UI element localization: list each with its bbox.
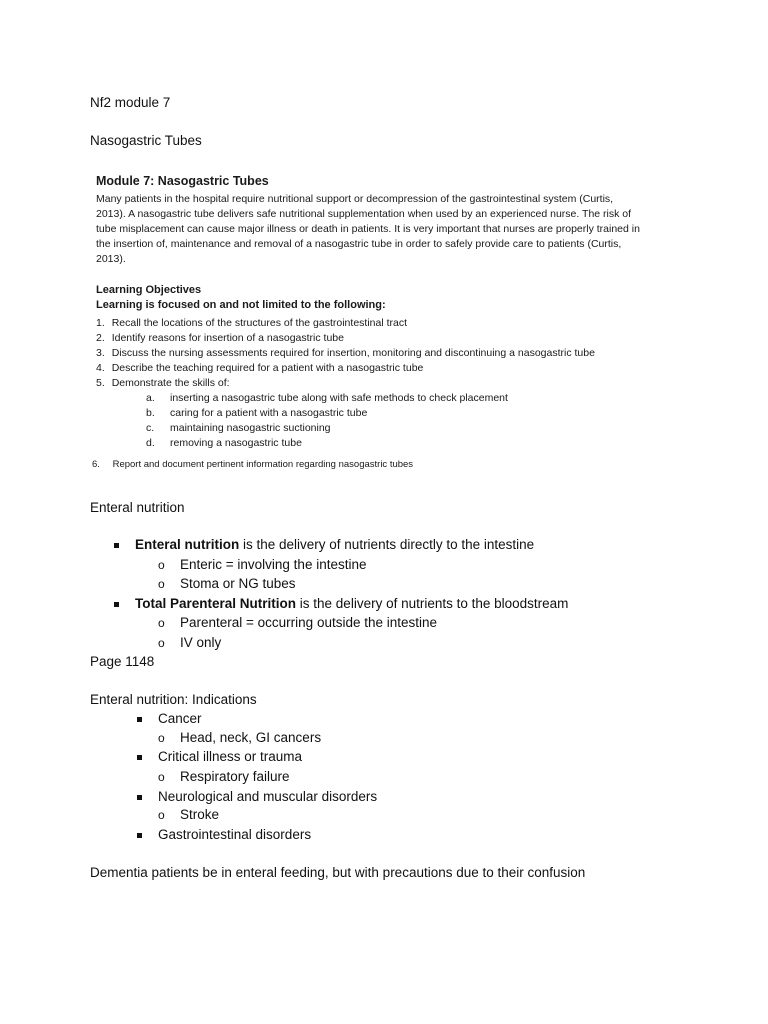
objective-item <box>96 346 595 360</box>
indication-sub: Head, neck, GI cancers <box>180 730 322 745</box>
doc-subtitle: Nasogastric Tubes <box>90 133 202 148</box>
tpn-bullet <box>135 595 568 613</box>
sub-objective-text: maintaining nasogastric suctioning <box>170 422 331 434</box>
circle-bullet-icon: o <box>158 770 165 784</box>
objective-text: Discuss the nursing assessments required for insertion, monitoring and discontinuing a nasogastric tube <box>111 347 595 359</box>
indication-sub: Respiratory failure <box>180 769 290 784</box>
sub-objective-text: inserting a nasogastric tube along with safe methods to check placement <box>170 392 508 404</box>
indication-item: Gastrointestinal disorders <box>158 827 312 842</box>
sub-bullet-text: Parenteral = occurring outside the intestine <box>180 615 438 630</box>
objective-item <box>92 458 413 472</box>
sub-objective-text: removing a nasogastric tube <box>170 437 302 449</box>
indication-item: Neurological and muscular disorders <box>158 789 378 804</box>
sub-bullet-text: Stoma or NG tubes <box>180 576 296 591</box>
square-bullet-icon <box>137 717 142 722</box>
objective-num: 4. <box>96 362 105 374</box>
sub-objective-letter: c. <box>146 422 155 434</box>
objective-num: 1. <box>96 317 105 329</box>
indication-sub: Stroke <box>180 807 220 822</box>
circle-bullet-icon: o <box>158 558 165 572</box>
circle-bullet-icon: o <box>158 808 165 822</box>
sub-bullet-text: Enteric = involving the intestine <box>180 557 367 572</box>
square-bullet-icon <box>114 602 119 607</box>
indication-item: Cancer <box>158 711 202 726</box>
objectives-heading: Learning Objectives <box>96 284 202 296</box>
sub-objective-letter: d. <box>146 437 155 449</box>
bold-term: Total Parenteral Nutrition <box>135 596 297 611</box>
objective-item <box>96 376 230 390</box>
sub-objective-text: caring for a patient with a nasogastric tube <box>170 407 368 419</box>
sub-objective-letter: a. <box>146 392 155 404</box>
bullet-text: is the delivery of nutrients directly to the intestine <box>239 537 535 552</box>
enteral-bullet <box>135 536 534 554</box>
objective-item <box>96 331 344 345</box>
objectives-subheading: Learning is focused on and not limited to the following: <box>96 299 386 311</box>
bold-term: Enteral nutrition <box>135 537 240 552</box>
doc-title: Nf2 module 7 <box>90 95 171 110</box>
sub-objective-item <box>146 391 508 405</box>
intro-line: 2013). A nasogastric tube delivers safe nutritional supplementation when used by an experienced nurse. The risk of <box>96 208 632 220</box>
circle-bullet-icon: o <box>158 636 165 650</box>
objective-item <box>96 361 423 375</box>
dementia-note: Dementia patients be in enteral feeding, but with precautions due to their confusion <box>90 865 586 880</box>
circle-bullet-icon: o <box>158 616 165 630</box>
sub-objective-item <box>146 406 367 420</box>
enteral-heading: Enteral nutrition <box>90 500 185 515</box>
sub-objective-item <box>146 421 331 435</box>
square-bullet-icon <box>137 833 142 838</box>
square-bullet-icon <box>137 795 142 800</box>
square-bullet-icon <box>137 755 142 760</box>
bullet-text: is the delivery of nutrients to the bloodstream <box>296 596 569 611</box>
objective-text: Recall the locations of the structures of the gastrointestinal tract <box>111 317 408 329</box>
square-bullet-icon <box>114 543 119 548</box>
page-reference: Page 1148 <box>90 654 155 669</box>
objective-num: 3. <box>96 347 105 359</box>
objective-text: Report and document pertinent information regarding nasogastric tubes <box>112 459 414 470</box>
objective-num: 6. <box>92 459 100 470</box>
module-image <box>92 170 686 480</box>
objective-num: 5. <box>96 377 105 389</box>
sub-objective-letter: b. <box>146 407 155 419</box>
intro-line: the insertion of, maintenance and removal of a nasogastric tube in order to safely provide care to patients (Curtis, <box>96 238 622 250</box>
objective-text: Identify reasons for insertion of a nasogastric tube <box>111 332 344 344</box>
objective-text: Demonstrate the skills of: <box>111 377 230 389</box>
intro-line: Many patients in the hospital require nutritional support or decompression of the gastrointestinal system (Curtis, <box>96 193 614 205</box>
objective-num: 2. <box>96 332 105 344</box>
objective-item <box>96 316 407 330</box>
circle-bullet-icon: o <box>158 577 165 591</box>
intro-line: tube misplacement can cause major illness or death in patients. It is very important that nurses are properly trained in <box>96 223 640 235</box>
objective-text: Describe the teaching required for a patient with a nasogastric tube <box>111 362 424 374</box>
module-heading: Module 7: Nasogastric Tubes <box>96 174 269 188</box>
intro-line: 2013). <box>96 253 126 265</box>
sub-bullet-text: IV only <box>180 635 222 650</box>
circle-bullet-icon: o <box>158 731 165 745</box>
indication-item: Critical illness or trauma <box>158 749 303 764</box>
indications-heading: Enteral nutrition: Indications <box>90 692 257 707</box>
sub-objective-item <box>146 436 302 450</box>
